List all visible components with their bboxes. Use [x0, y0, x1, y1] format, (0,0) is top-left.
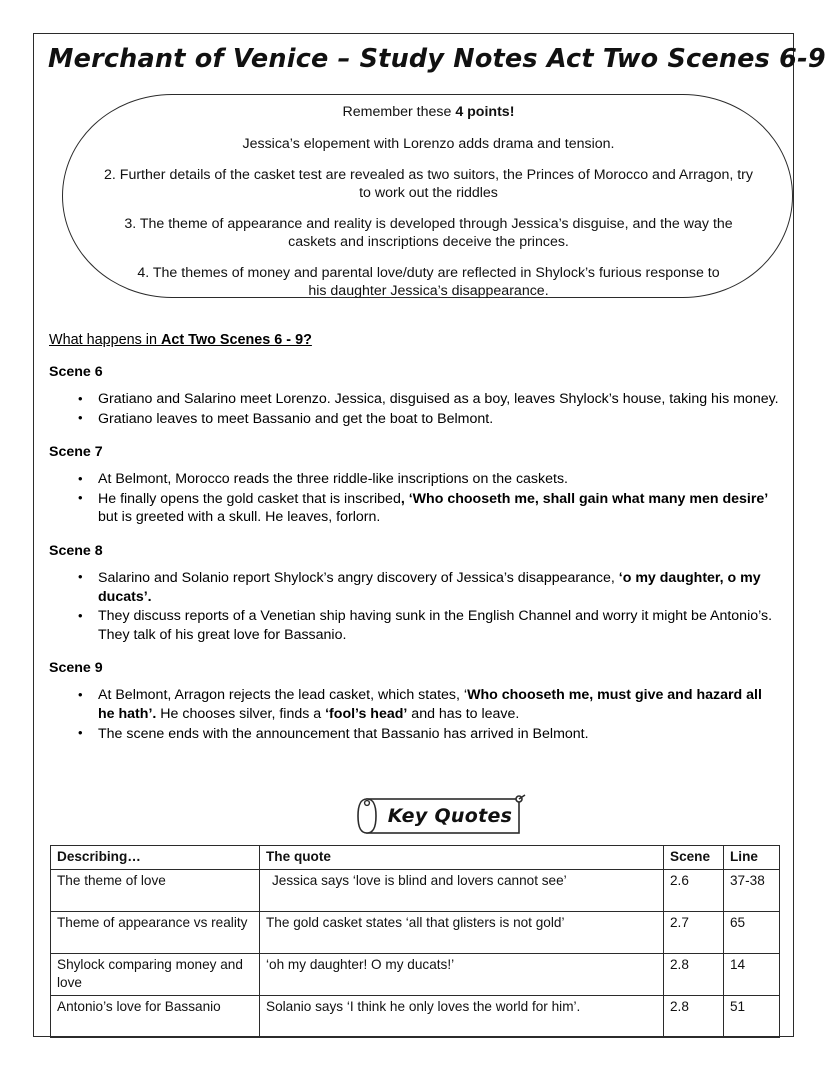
callout-heading: [97, 104, 760, 122]
cell-scene: 2.7: [664, 912, 724, 954]
scene-heading: Scene 8: [49, 542, 103, 559]
scene-bullet-list: [49, 686, 779, 743]
cell-line: 51: [724, 996, 780, 1038]
cell-quote: Solanio says ‘I think he only loves the world for him’.: [260, 996, 664, 1038]
bullet-quote-text: , ‘Who chooseth me, shall gain what many men desire’: [400, 490, 769, 507]
scene-sections: [49, 364, 779, 743]
table-body: [51, 870, 780, 1038]
list-item: [98, 725, 779, 744]
key-quotes-table: [50, 845, 780, 1038]
bullet-text: The scene ends with the announcement that Bassanio has arrived in Belmont.: [98, 725, 589, 742]
bullet-quote-text: Who chooseth me, must give and hazard all he hath’.: [98, 687, 762, 722]
page-title: Merchant of Venice – Study Notes Act Two Scenes 6-9: [48, 44, 826, 74]
callout-point-4: 4. The themes of money and parental love/duty are reflected in Shylock’s furious response to his daughter Jessica’s disappearance.: [137, 265, 720, 299]
cell-quote: ‘oh my daughter! O my ducats!’: [260, 954, 664, 996]
table-row: [51, 996, 780, 1038]
col-header-describing: Describing…: [51, 846, 260, 870]
list-item: [98, 607, 779, 644]
bullet-text: Gratiano and Salarino meet Lorenzo. Jessica, disguised as a boy, leaves Shylock’s house, taking his money.: [98, 391, 779, 407]
table-row: [51, 954, 780, 996]
notes-body: [49, 330, 779, 759]
callout-heading-bold: 4 points!: [455, 104, 515, 120]
bullet-text: Gratiano leaves to meet Bassanio and get the boat to Belmont.: [98, 410, 494, 427]
bullet-text: He finally opens the gold casket that is inscribed: [98, 490, 401, 507]
callout-heading-prefix: Remember these: [342, 104, 456, 120]
scene-heading: Scene 6: [49, 364, 103, 380]
table-row: [51, 912, 780, 954]
cell-scene: 2.8: [664, 954, 724, 996]
cell-line: 14: [724, 954, 780, 996]
cell-line: 37-38: [724, 870, 780, 912]
remember-points-callout: [62, 94, 793, 298]
scene-heading: Scene 9: [49, 660, 103, 677]
list-item: [98, 490, 779, 527]
key-quotes-banner: [355, 792, 535, 840]
cell-describing: Antonio’s love for Bassanio: [51, 996, 260, 1038]
bullet-text: At Belmont, Arragon rejects the lead casket, which states, ‘: [98, 687, 468, 704]
list-item: [98, 470, 779, 489]
cell-describing: Shylock comparing money and love: [51, 954, 260, 996]
callout-point-2: 2. Further details of the casket test are revealed as two suitors, the Princes of Morocco and Arragon, try to work out the riddles: [104, 167, 753, 201]
list-item: [98, 569, 779, 606]
bullet-text: Salarino and Solanio report Shylock’s angry discovery of Jessica’s disappearance,: [98, 569, 619, 586]
bullet-text: but is greeted with a skull. He leaves, forlorn.: [98, 509, 381, 526]
scene-heading: Scene 7: [49, 444, 103, 461]
callout-content: [63, 95, 794, 299]
bullet-text: They discuss reports of a Venetian ship having sunk in the English Channel and worry it might be Antonio’s. They talk of his great love for Bassanio.: [98, 608, 773, 643]
table-row: [51, 870, 780, 912]
scene-bullet-list: [49, 569, 779, 644]
bullet-text: At Belmont, Morocco reads the three riddle-like inscriptions on the caskets.: [98, 471, 568, 488]
bullet-quote-text: ‘o my daughter, o my ducats’.: [98, 569, 761, 605]
what-happens-bold: Act Two Scenes 6 - 9?: [161, 332, 312, 348]
bullet-quote-text: ‘fool’s head’: [325, 705, 408, 722]
what-happens-prefix: What happens in: [49, 332, 161, 348]
cell-quote: Jessica says ‘love is blind and lovers cannot see’: [260, 870, 664, 912]
callout-point-1: Jessica’s elopement with Lorenzo adds drama and tension.: [242, 135, 615, 152]
col-header-scene: Scene: [664, 846, 724, 870]
list-item: [98, 390, 779, 409]
cell-scene: 2.6: [664, 870, 724, 912]
cell-describing: The theme of love: [51, 870, 260, 912]
cell-describing: Theme of appearance vs reality: [51, 912, 260, 954]
table-header-row: [51, 846, 780, 870]
cell-quote: The gold casket states ‘all that glisters is not gold’: [260, 912, 664, 954]
cell-line: 65: [724, 912, 780, 954]
list-item: [98, 686, 779, 723]
cell-scene: 2.8: [664, 996, 724, 1038]
key-quotes-label: Key Quotes: [387, 805, 513, 827]
col-header-line: Line: [724, 846, 780, 870]
list-item: [98, 410, 779, 429]
scene-bullet-list: [49, 470, 779, 527]
what-happens-heading: [49, 330, 312, 350]
scene-bullet-list: [49, 390, 779, 428]
bullet-text: He chooses silver, finds a: [156, 705, 326, 722]
callout-point-3: 3. The theme of appearance and reality is developed through Jessica’s disguise, and the way the caskets and inscriptions deceive the princes.: [124, 216, 733, 250]
col-header-quote: The quote: [260, 846, 664, 870]
bullet-text: and has to leave.: [407, 705, 520, 722]
